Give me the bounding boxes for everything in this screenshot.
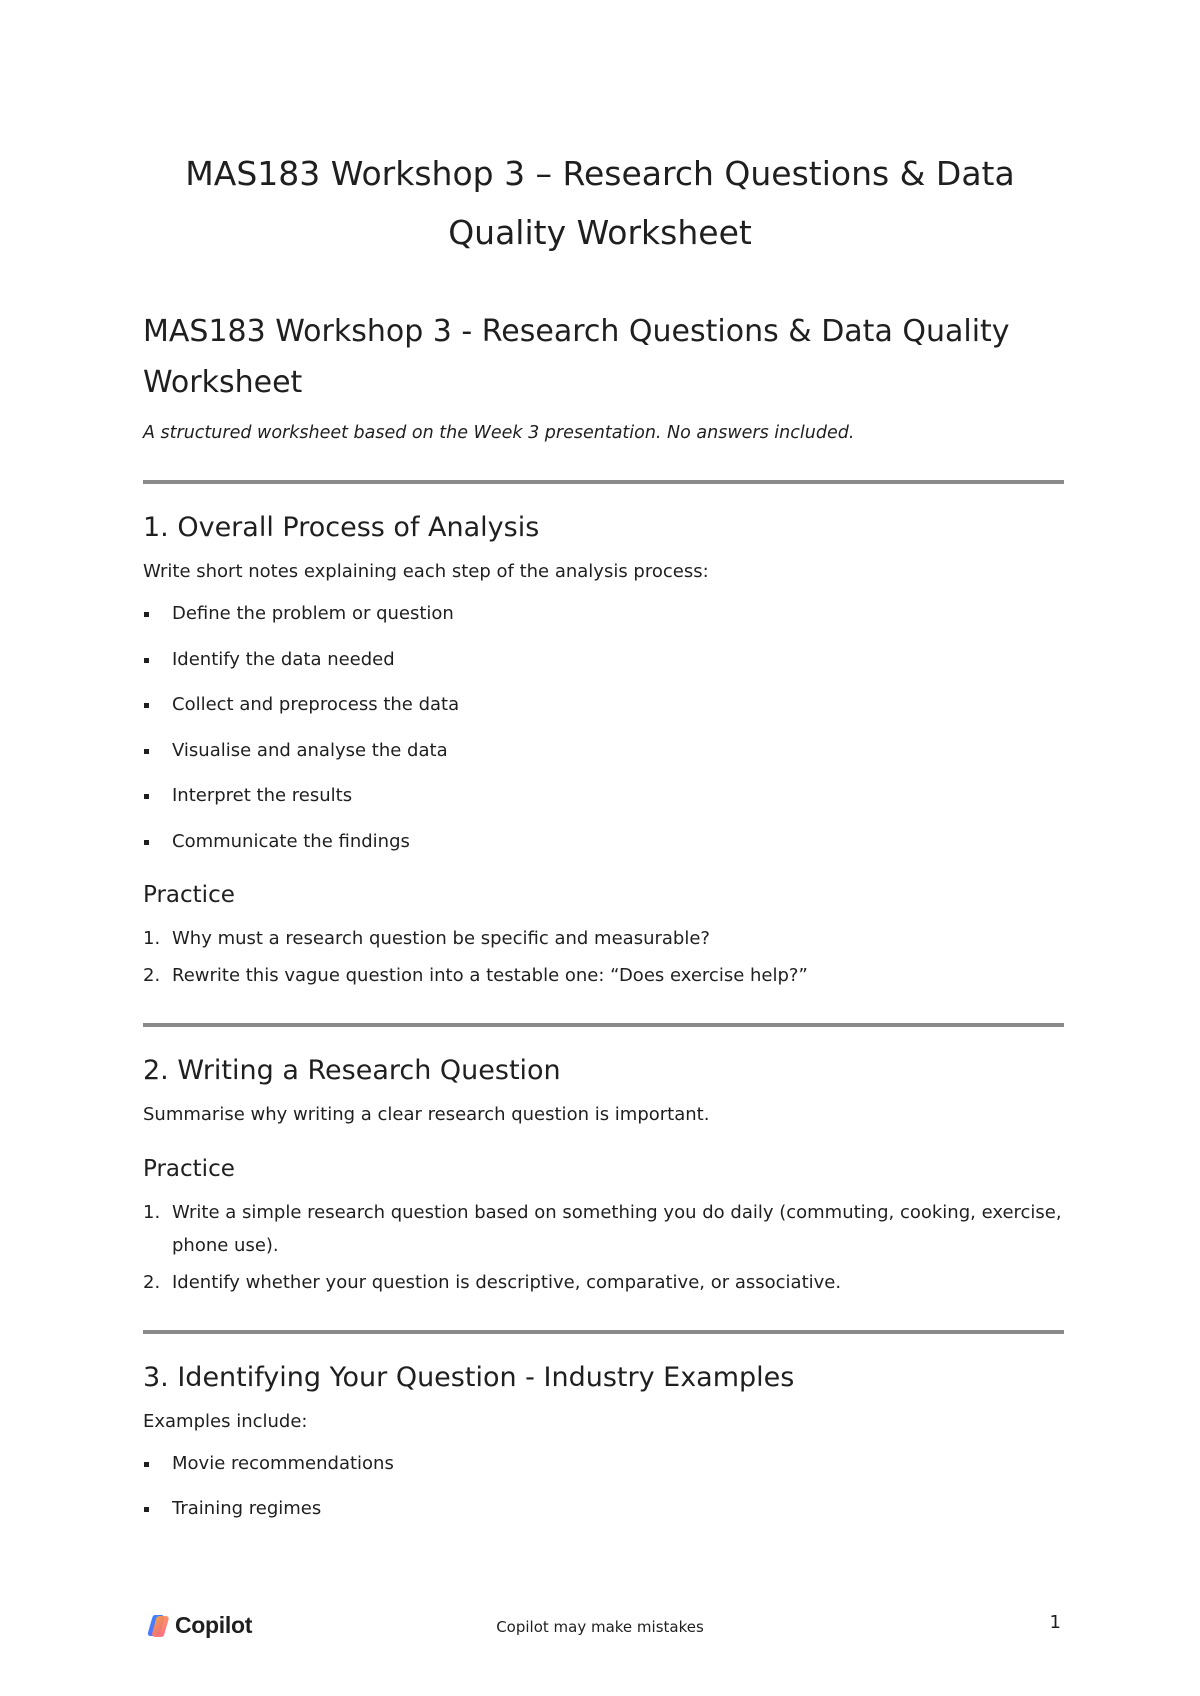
section-divider — [143, 480, 1064, 484]
section-1 — [143, 510, 1064, 992]
practice-list — [143, 922, 1064, 992]
section-heading: 2. Writing a Research Question — [143, 1054, 561, 1086]
bullet-icon — [144, 658, 149, 663]
section-heading: 3. Identifying Your Question - Industry Examples — [143, 1361, 795, 1393]
list-item-text: Collect and preprocess the data — [172, 694, 460, 715]
bullet-icon — [144, 1462, 149, 1467]
section-intro: Summarise why writing a clear research question is important. — [143, 1103, 710, 1125]
bullet-icon — [144, 703, 149, 708]
page-number: 1 — [1049, 1612, 1061, 1633]
item-number: 2. — [143, 964, 161, 986]
practice-item — [143, 922, 1064, 955]
document-title: MAS183 Workshop 3 – Research Questions & Data Quality Worksheet — [185, 154, 1015, 252]
section-2 — [143, 1053, 1064, 1299]
practice-text: Rewrite this vague question into a testable one: “Does exercise help?” — [172, 964, 808, 986]
practice-item — [143, 1196, 1064, 1262]
bullet-icon — [144, 1507, 149, 1512]
list-item-text: Training regimes — [172, 1498, 322, 1519]
practice-text: Identify whether your question is descriptive, comparative, or associative. — [172, 1271, 842, 1293]
page-footer — [0, 1608, 1200, 1648]
bullet-list — [143, 1451, 1064, 1523]
list-item — [143, 738, 1064, 764]
list-item-text: Visualise and analyse the data — [172, 739, 448, 761]
list-item-text: Identify the data needed — [172, 648, 395, 670]
list-item — [143, 692, 1064, 718]
section-divider — [143, 1023, 1064, 1027]
list-item-text: Communicate the findings — [172, 830, 410, 852]
item-number: 2. — [143, 1271, 161, 1293]
practice-list — [143, 1196, 1064, 1299]
list-item-text: Define the problem or question — [172, 603, 454, 624]
section-3 — [143, 1360, 1064, 1523]
practice-heading: Practice — [143, 1155, 235, 1182]
list-item-text: Interpret the results — [172, 785, 353, 806]
practice-item — [143, 1266, 1064, 1299]
section-intro: Write short notes explaining each step of the analysis process: — [143, 561, 709, 582]
list-item-text: Movie recommendations — [172, 1452, 394, 1474]
bullet-icon — [144, 749, 149, 754]
bullet-list — [143, 601, 1064, 855]
bullet-icon — [144, 612, 149, 617]
section-intro: Examples include: — [143, 1410, 308, 1432]
item-number: 1. — [143, 1201, 161, 1223]
bullet-icon — [144, 840, 149, 845]
section-divider — [143, 1330, 1064, 1334]
bullet-icon — [144, 794, 149, 799]
disclaimer-note: Copilot may make mistakes — [496, 1618, 704, 1636]
list-item — [143, 829, 1064, 855]
list-item — [143, 601, 1064, 627]
practice-text: Write a simple research question based on something you do daily (commuting, cooking, exercise, phone use). — [172, 1201, 1062, 1256]
practice-item — [143, 959, 1064, 992]
main-heading: MAS183 Workshop 3 - Research Questions & Data Quality Worksheet — [143, 314, 1010, 400]
document-body — [143, 306, 1064, 1522]
list-item — [143, 1496, 1064, 1522]
list-item — [143, 1451, 1064, 1477]
copilot-logo-text: Copilot — [175, 1612, 253, 1638]
practice-text: Why must a research question be specific and measurable? — [172, 927, 710, 949]
item-number: 1. — [143, 927, 161, 949]
list-item — [143, 647, 1064, 673]
worksheet-subtitle: A structured worksheet based on the Week 3 presentation. No answers included. — [143, 423, 855, 443]
list-item — [143, 783, 1064, 809]
section-heading: 1. Overall Process of Analysis — [143, 512, 540, 543]
practice-heading: Practice — [143, 881, 235, 908]
